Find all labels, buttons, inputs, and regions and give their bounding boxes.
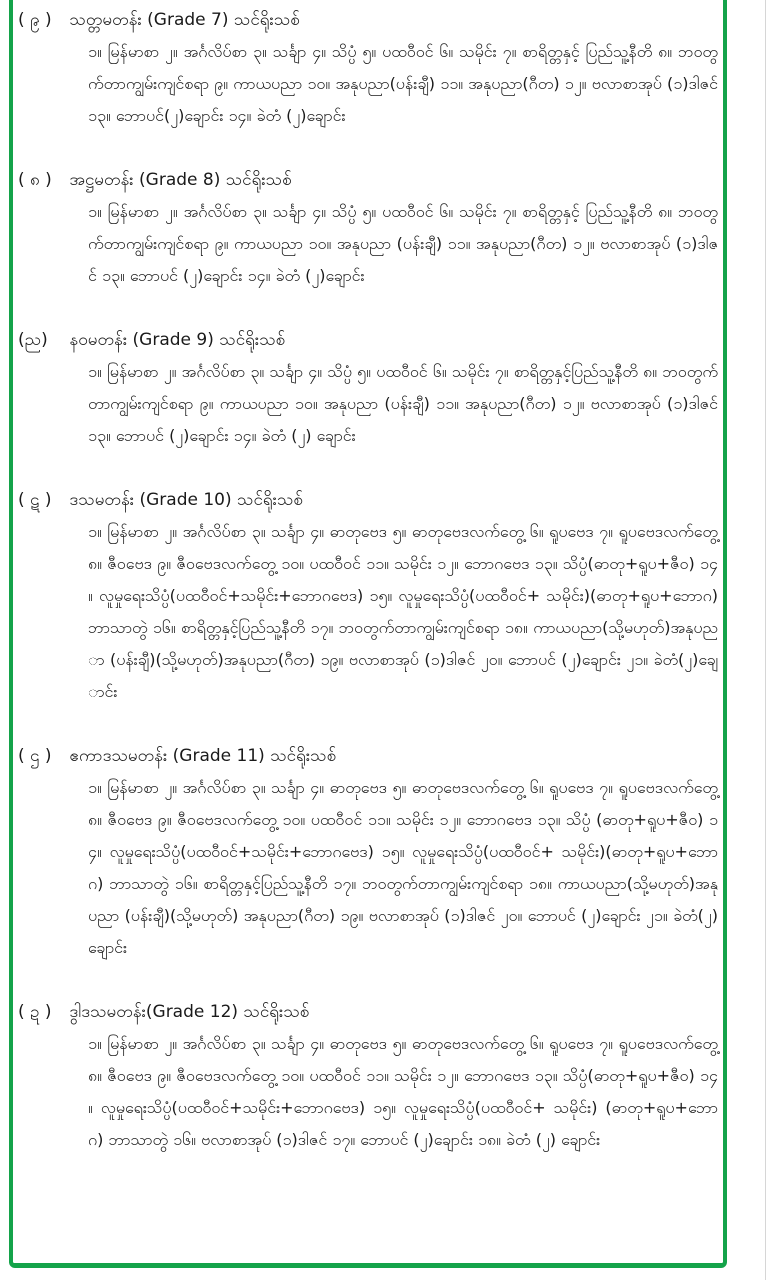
grade-11-heading <box>18 740 718 772</box>
grade-7-heading <box>18 4 718 36</box>
grade-7-marker: ( ၉ ) <box>18 10 52 30</box>
grade-11-section <box>18 740 718 996</box>
grade-10-marker: ( ဋ ) <box>18 490 52 510</box>
grade-8-marker: ( ၈ ) <box>18 170 52 190</box>
grade-11-subject-list: ၁။ မြန်မာစာ ၂။ အင်္ဂလိပ်စာ ၃။ သင်္ချာ ၄။ ဓာတုဗေဒ ၅။ ဓာတုဗေဒလက်တွေ့ ၆။ ရူပဗေဒ ၇။ ရူပဗေဒလက်တွေ့ ၈။ ဇီဝဗေဒ ၉။ ဇီဝဗေဒလက်တွေ့ ၁၀။ ပထဝီဝင် ၁၁။ သမိုင်း ၁၂။ ဘောဂဗေဒ ၁၃။ သိပ္ပံ (ဓာတု+ရူပ+ဇီဝ) ၁၄။ လူမှုရေးသိပ္ပံ(ပထဝီဝင်+သမိုင်း+ဘောဂဗေဒ) ၁၅။ လူမှုရေးသိပ္ပံ(ပထဝီဝင်+ သမိုင်း)(ဓာတု+ရူပ+ဘောဂ) ဘာသာတွဲ ၁၆။ စာရိတ္တနှင့်ပြည်သူ့နီတိ ၁၇။ ဘဝတွက်တာကျွမ်းကျင်စရာ ၁၈။ ကာယပညာ(သို့မဟုတ်)အနုပညာ (ပန်းချီ)(သို့မဟုတ်) အနုပညာ(ဂီတ) ၁၉။ ဗလာစာအုပ် (၁)ဒါဇင် ၂၀။ ဘောပင် (၂)ချောင်း ၂၁။ ခဲတံ(၂)ချောင်း <box>88 778 718 957</box>
grade-9-marker: (ည) <box>18 330 48 350</box>
grade-12-title: ဒွါဒသမတန်း(Grade 12) သင်ရိုးသစ် <box>69 1002 310 1022</box>
grade-10-subject-list: ၁။ မြန်မာစာ ၂။ အင်္ဂလိပ်စာ ၃။ သင်္ချာ ၄။ ဓာတုဗေဒ ၅။ ဓာတုဗေဒလက်တွေ့ ၆။ ရူပဗေဒ ၇။ ရူပဗေဒလက်တွေ့ ၈။ ဇီဝဗေဒ ၉။ ဇီဝဗေဒလက်တွေ့ ၁၀။ ပထဝီဝင် ၁၁။ သမိုင်း ၁၂။ ဘောဂဗေဒ ၁၃။ သိပ္ပံ(ဓာတု+ရူပ+ဇီဝ) ၁၄။ လူမှုရေးသိပ္ပံ(ပထဝီဝင်+သမိုင်း+ဘောဂဗေဒ) ၁၅။ လူမှုရေးသိပ္ပံ(ပထဝီဝင်+ သမိုင်း)(ဓာတု+ရူပ+ဘောဂ) ဘာသာတွဲ ၁၆။ စာရိတ္တနှင့်ပြည်သူ့နီတိ ၁၇။ ဘဝတွက်တာကျွမ်းကျင်စရာ ၁၈။ ကာယပညာ(သို့မဟုတ်)အနုပညာ (ပန်းချီ)(သို့မဟုတ်)အနုပညာ(ဂီတ) ၁၉။ ဗလာစာအုပ် (၁)ဒါဇင် ၂၀။ ဘောပင် (၂)ချောင်း ၂၁။ ခဲတံ(၂)ချောင်း <box>88 522 718 701</box>
grade-list <box>18 4 718 1220</box>
grade-9-heading <box>18 324 718 356</box>
grade-8-subject-list: ၁။ မြန်မာစာ ၂။ အင်္ဂလိပ်စာ ၃။ သင်္ချာ ၄။ သိပ္ပံ ၅။ ပထဝီဝင် ၆။ သမိုင်း ၇။ စာရိတ္တနှင့် ပြည်သူ့နီတိ ၈။ ဘဝတွက်တာကျွမ်းကျင်စရာ ၉။ ကာယပညာ ၁၀။ အနုပညာ (ပန်းချီ) ၁၁။ အနုပညာ(ဂီတ) ၁၂။ ဗလာစာအုပ် (၁)ဒါဇင် ၁၃။ ဘောပင် (၂)ချောင်း ၁၄။ ခဲတံ (၂)ချောင်း <box>88 202 718 285</box>
grade-8-title: အဋ္ဌမတန်း (Grade 8) သင်ရိုးသစ် <box>69 170 292 190</box>
grade-7-title: သတ္တမတန်း (Grade 7) သင်ရိုးသစ် <box>69 10 300 30</box>
grade-8-section <box>18 164 718 324</box>
page-edge-rule <box>765 0 766 1280</box>
grade-11-marker: ( ဌ ) <box>18 746 52 766</box>
grade-9-subject-list: ၁။ မြန်မာစာ ၂။ အင်္ဂလိပ်စာ ၃။ သင်္ချာ ၄။ သိပ္ပံ ၅။ ပထဝီဝင် ၆။ သမိုင်း ၇။ စာရိတ္တနှင့်ပြည်သူ့နီတိ ၈။ ဘဝတွက်တာကျွမ်းကျင်စရာ ၉။ ကာယပညာ ၁၀။ အနုပညာ (ပန်းချီ) ၁၁။ အနုပညာ(ဂီတ) ၁၂။ ဗလာစာအုပ် (၁)ဒါဇင် ၁၃။ ဘောပင် (၂)ချောင်း ၁၄။ ခဲတံ (၂) ချောင်း <box>88 362 718 445</box>
grade-9-section <box>18 324 718 484</box>
grade-8-heading <box>18 164 718 196</box>
grade-7-section <box>18 4 718 164</box>
grade-11-title: ဧကာဒသမတန်း (Grade 11) သင်ရိုးသစ် <box>69 746 337 766</box>
grade-10-title: ဒသမတန်း (Grade 10) သင်ရိုးသစ် <box>69 490 303 510</box>
grade-12-subject-list: ၁။ မြန်မာစာ ၂။ အင်္ဂလိပ်စာ ၃။ သင်္ချာ ၄။ ဓာတုဗေဒ ၅။ ဓာတုဗေဒလက်တွေ့ ၆။ ရူပဗေဒ ၇။ ရူပဗေဒလက်တွေ့ ၈။ ဇီဝဗေဒ ၉။ ဇီဝဗေဒလက်တွေ့ ၁၀။ ပထဝီဝင် ၁၁။ သမိုင်း ၁၂။ ဘောဂဗေဒ ၁၃။ သိပ္ပံ(ဓာတု+ရူပ+ဇီဝ) ၁၄။ လူမှုရေးသိပ္ပံ(ပထဝီဝင်+သမိုင်း+ဘောဂဗေဒ) ၁၅။ လူမှုရေးသိပ္ပံ(ပထဝီဝင်+ သမိုင်း) (ဓာတု+ရူပ+ဘောဂ) ဘာသာတွဲ ၁၆။ ဗလာစာအုပ် (၁)ဒါဇင် ၁၇။ ဘောပင် (၂)ချောင်း ၁၈။ ခဲတံ (၂) ချောင်း <box>88 1034 718 1149</box>
grade-9-title: နဝမတန်း (Grade 9) သင်ရိုးသစ် <box>69 330 286 350</box>
grade-7-subject-list: ၁။ မြန်မာစာ ၂။ အင်္ဂလိပ်စာ ၃။ သင်္ချာ ၄။ သိပ္ပံ ၅။ ပထဝီဝင် ၆။ သမိုင်း ၇။ စာရိတ္တနှင့် ပြည်သူ့နီတိ ၈။ ဘဝတွက်တာကျွမ်းကျင်စရာ ၉။ ကာယပညာ ၁၀။ အနုပညာ(ပန်းချီ) ၁၁။ အနုပညာ(ဂီတ) ၁၂။ ဗလာစာအုပ် (၁)ဒါဇင် ၁၃။ ဘောပင်(၂)ချောင်း ၁၄။ ခဲတံ (၂)ချောင်း <box>88 42 718 125</box>
grade-10-heading <box>18 484 718 516</box>
grade-12-marker: ( ဍ ) <box>18 1002 52 1022</box>
grade-10-section <box>18 484 718 740</box>
grade-12-section <box>18 996 718 1220</box>
grade-12-heading <box>18 996 718 1028</box>
